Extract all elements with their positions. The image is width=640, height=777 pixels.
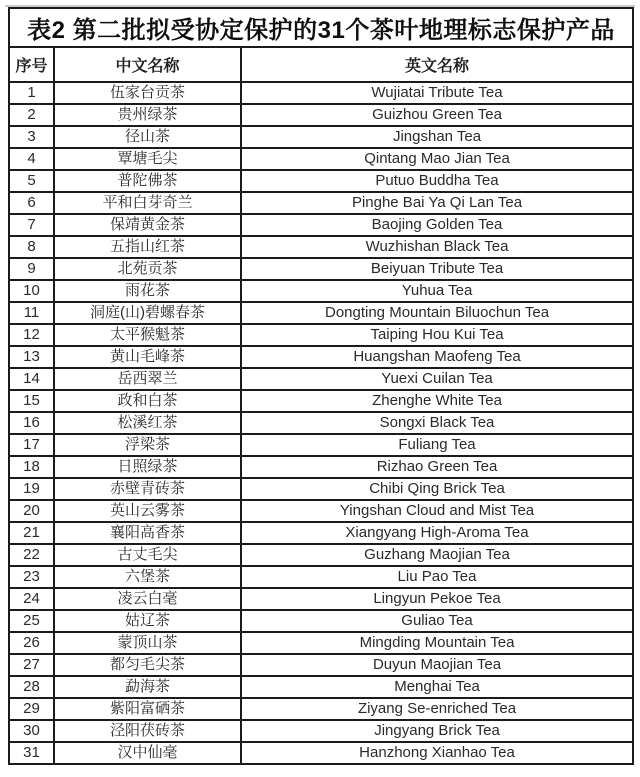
row-english-name-cell: Huangshan Maofeng Tea xyxy=(241,346,633,368)
row-english-name-cell: Guzhang Maojian Tea xyxy=(241,544,633,566)
row-index-cell: 12 xyxy=(9,324,54,346)
table-row xyxy=(9,368,633,390)
row-english-name-cell: Yuhua Tea xyxy=(241,280,633,302)
row-chinese-name-cell: 凌云白毫 xyxy=(54,588,241,610)
table-row xyxy=(9,280,633,302)
row-english-name-cell: Baojing Golden Tea xyxy=(241,214,633,236)
row-chinese-name-cell: 泾阳茯砖茶 xyxy=(54,720,241,742)
row-index-cell: 14 xyxy=(9,368,54,390)
table-row xyxy=(9,610,633,632)
row-chinese-name-cell: 覃塘毛尖 xyxy=(54,148,241,170)
row-english-name-cell: Menghai Tea xyxy=(241,676,633,698)
row-english-name-cell: Yingshan Cloud and Mist Tea xyxy=(241,500,633,522)
table-title: 表2 第二批拟受协定保护的31个茶叶地理标志保护产品 xyxy=(9,8,633,47)
col-header-chinese-name: 中文名称 xyxy=(54,47,241,82)
row-english-name-cell: Liu Pao Tea xyxy=(241,566,633,588)
row-index-cell: 24 xyxy=(9,588,54,610)
row-index-cell: 8 xyxy=(9,236,54,258)
table-row xyxy=(9,654,633,676)
row-index-cell: 2 xyxy=(9,104,54,126)
row-index-cell: 31 xyxy=(9,742,54,764)
table-row xyxy=(9,192,633,214)
row-english-name-cell: Xiangyang High-Aroma Tea xyxy=(241,522,633,544)
row-english-name-cell: Wuzhishan Black Tea xyxy=(241,236,633,258)
row-english-name-cell: Yuexi Cuilan Tea xyxy=(241,368,633,390)
row-index-cell: 1 xyxy=(9,82,54,104)
row-english-name-cell: Taiping Hou Kui Tea xyxy=(241,324,633,346)
row-english-name-cell: Fuliang Tea xyxy=(241,434,633,456)
table-row xyxy=(9,632,633,654)
row-chinese-name-cell: 太平猴魁茶 xyxy=(54,324,241,346)
row-index-cell: 30 xyxy=(9,720,54,742)
table-row xyxy=(9,522,633,544)
table-row xyxy=(9,500,633,522)
row-chinese-name-cell: 五指山红茶 xyxy=(54,236,241,258)
col-header-english-name: 英文名称 xyxy=(241,47,633,82)
table-row xyxy=(9,720,633,742)
row-english-name-cell: Beiyuan Tribute Tea xyxy=(241,258,633,280)
row-english-name-cell: Songxi Black Tea xyxy=(241,412,633,434)
table-row xyxy=(9,478,633,500)
row-english-name-cell: Rizhao Green Tea xyxy=(241,456,633,478)
table-row xyxy=(9,412,633,434)
tea-gi-table xyxy=(8,7,634,765)
table-row xyxy=(9,104,633,126)
row-index-cell: 13 xyxy=(9,346,54,368)
table-row xyxy=(9,82,633,104)
row-chinese-name-cell: 蒙顶山茶 xyxy=(54,632,241,654)
row-english-name-cell: Qintang Mao Jian Tea xyxy=(241,148,633,170)
row-chinese-name-cell: 襄阳高香茶 xyxy=(54,522,241,544)
table-row xyxy=(9,258,633,280)
row-index-cell: 7 xyxy=(9,214,54,236)
row-index-cell: 27 xyxy=(9,654,54,676)
row-chinese-name-cell: 保靖黄金茶 xyxy=(54,214,241,236)
table-body xyxy=(9,82,633,764)
row-chinese-name-cell: 平和白芽奇兰 xyxy=(54,192,241,214)
row-chinese-name-cell: 英山云雾茶 xyxy=(54,500,241,522)
row-chinese-name-cell: 普陀佛茶 xyxy=(54,170,241,192)
row-chinese-name-cell: 都匀毛尖茶 xyxy=(54,654,241,676)
row-english-name-cell: Zhenghe White Tea xyxy=(241,390,633,412)
row-english-name-cell: Dongting Mountain Biluochun Tea xyxy=(241,302,633,324)
row-english-name-cell: Guizhou Green Tea xyxy=(241,104,633,126)
row-index-cell: 5 xyxy=(9,170,54,192)
row-chinese-name-cell: 古丈毛尖 xyxy=(54,544,241,566)
row-english-name-cell: Chibi Qing Brick Tea xyxy=(241,478,633,500)
header-row xyxy=(9,47,633,82)
row-chinese-name-cell: 雨花茶 xyxy=(54,280,241,302)
table-row xyxy=(9,456,633,478)
row-chinese-name-cell: 六堡茶 xyxy=(54,566,241,588)
row-english-name-cell: Wujiatai Tribute Tea xyxy=(241,82,633,104)
row-chinese-name-cell: 汉中仙毫 xyxy=(54,742,241,764)
row-index-cell: 25 xyxy=(9,610,54,632)
row-english-name-cell: Mingding Mountain Tea xyxy=(241,632,633,654)
row-chinese-name-cell: 赤壁青砖茶 xyxy=(54,478,241,500)
row-chinese-name-cell: 勐海茶 xyxy=(54,676,241,698)
table-row xyxy=(9,434,633,456)
row-english-name-cell: Ziyang Se-enriched Tea xyxy=(241,698,633,720)
row-chinese-name-cell: 黄山毛峰茶 xyxy=(54,346,241,368)
row-chinese-name-cell: 径山茶 xyxy=(54,126,241,148)
row-index-cell: 26 xyxy=(9,632,54,654)
row-index-cell: 11 xyxy=(9,302,54,324)
table-row xyxy=(9,588,633,610)
row-chinese-name-cell: 日照绿茶 xyxy=(54,456,241,478)
row-english-name-cell: Guliao Tea xyxy=(241,610,633,632)
col-header-index: 序号 xyxy=(9,47,54,82)
row-index-cell: 10 xyxy=(9,280,54,302)
row-index-cell: 19 xyxy=(9,478,54,500)
row-english-name-cell: Lingyun Pekoe Tea xyxy=(241,588,633,610)
table-row xyxy=(9,742,633,764)
row-index-cell: 16 xyxy=(9,412,54,434)
row-english-name-cell: Hanzhong Xianhao Tea xyxy=(241,742,633,764)
table-row xyxy=(9,126,633,148)
row-english-name-cell: Jingyang Brick Tea xyxy=(241,720,633,742)
table-row xyxy=(9,170,633,192)
title-row xyxy=(9,8,633,47)
row-index-cell: 6 xyxy=(9,192,54,214)
row-index-cell: 28 xyxy=(9,676,54,698)
row-english-name-cell: Duyun Maojian Tea xyxy=(241,654,633,676)
row-index-cell: 9 xyxy=(9,258,54,280)
row-index-cell: 22 xyxy=(9,544,54,566)
row-chinese-name-cell: 伍家台贡茶 xyxy=(54,82,241,104)
table-row xyxy=(9,544,633,566)
row-english-name-cell: Jingshan Tea xyxy=(241,126,633,148)
table-row xyxy=(9,236,633,258)
row-index-cell: 21 xyxy=(9,522,54,544)
table-row xyxy=(9,698,633,720)
table-row xyxy=(9,346,633,368)
table-row xyxy=(9,214,633,236)
table-row xyxy=(9,302,633,324)
row-chinese-name-cell: 岳西翠兰 xyxy=(54,368,241,390)
row-index-cell: 23 xyxy=(9,566,54,588)
table-row xyxy=(9,390,633,412)
row-chinese-name-cell: 姑辽茶 xyxy=(54,610,241,632)
row-index-cell: 15 xyxy=(9,390,54,412)
row-index-cell: 17 xyxy=(9,434,54,456)
row-chinese-name-cell: 洞庭(山)碧螺春茶 xyxy=(54,302,241,324)
row-chinese-name-cell: 政和白茶 xyxy=(54,390,241,412)
row-index-cell: 20 xyxy=(9,500,54,522)
table-row xyxy=(9,566,633,588)
row-index-cell: 3 xyxy=(9,126,54,148)
row-index-cell: 29 xyxy=(9,698,54,720)
row-index-cell: 18 xyxy=(9,456,54,478)
row-chinese-name-cell: 松溪红茶 xyxy=(54,412,241,434)
table-row xyxy=(9,676,633,698)
row-chinese-name-cell: 贵州绿茶 xyxy=(54,104,241,126)
row-chinese-name-cell: 浮梁茶 xyxy=(54,434,241,456)
table-row xyxy=(9,324,633,346)
row-chinese-name-cell: 北苑贡茶 xyxy=(54,258,241,280)
row-english-name-cell: Pinghe Bai Ya Qi Lan Tea xyxy=(241,192,633,214)
row-chinese-name-cell: 紫阳富硒茶 xyxy=(54,698,241,720)
row-english-name-cell: Putuo Buddha Tea xyxy=(241,170,633,192)
row-index-cell: 4 xyxy=(9,148,54,170)
table-row xyxy=(9,148,633,170)
